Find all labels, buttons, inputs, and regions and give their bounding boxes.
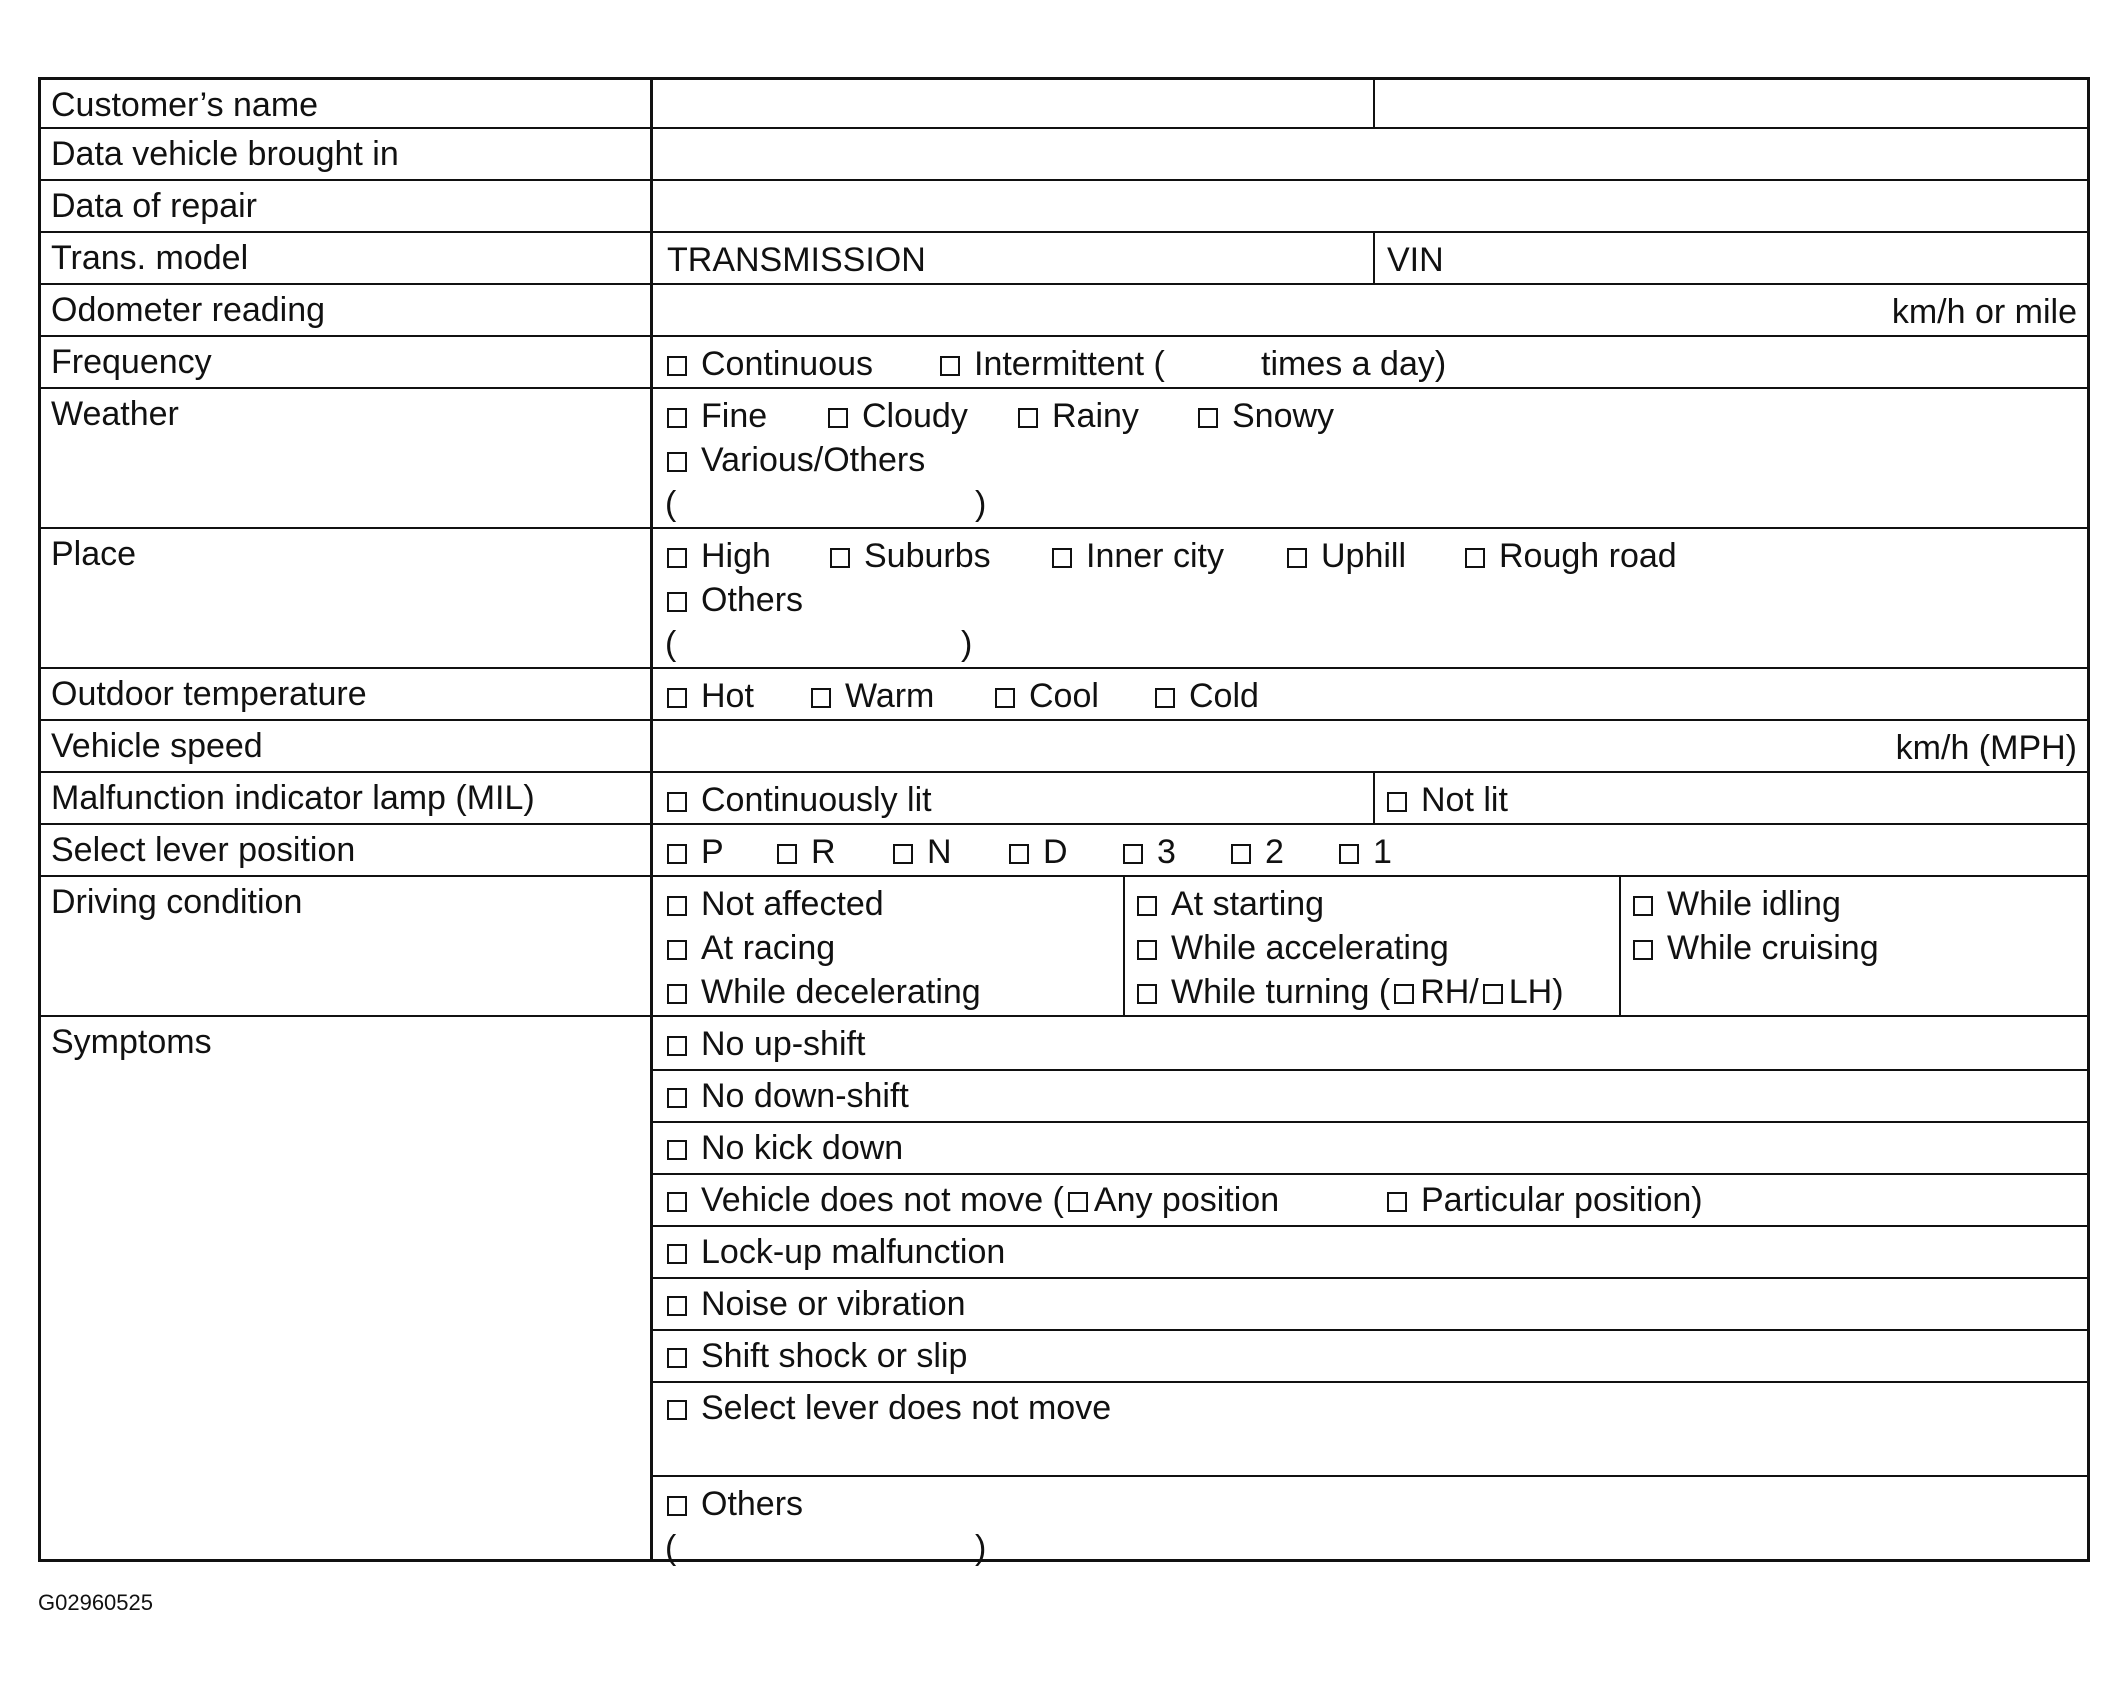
- frequency-continuous-label: Continuous: [701, 345, 874, 383]
- lever-r-option[interactable]: [777, 833, 836, 871]
- date-repair-label: Data of repair: [41, 181, 653, 231]
- lever-2-option[interactable]: [1231, 833, 1284, 871]
- option-label: While decelerating: [701, 973, 981, 1011]
- option-label: 3: [1157, 833, 1176, 871]
- option-label: Particular position): [1421, 1181, 1703, 1219]
- weather-label: Weather: [41, 389, 653, 527]
- driving-divider-2: [1619, 877, 1621, 1015]
- frequency-intermittent-label: Intermittent (: [974, 345, 1165, 383]
- odometer-label: Odometer reading: [41, 285, 653, 335]
- checkbox[interactable]: [1155, 688, 1175, 708]
- customer-name-divider: [1373, 80, 1375, 127]
- mil-label: Malfunction indicator lamp (MIL): [41, 773, 653, 823]
- symptoms-options: [653, 1017, 2087, 1567]
- symptom-paren-open: (: [665, 1529, 677, 1567]
- checkbox[interactable]: [830, 548, 850, 568]
- lever-n-option[interactable]: [893, 833, 952, 871]
- symptom-lever-not-move-option[interactable]: [667, 1389, 1111, 1427]
- checkbox[interactable]: [667, 1140, 687, 1160]
- checkbox[interactable]: [667, 1036, 687, 1056]
- checkbox[interactable]: [1339, 844, 1359, 864]
- mil-not-lit-option[interactable]: [1387, 781, 1508, 819]
- option-label: Uphill: [1321, 537, 1407, 575]
- place-rough-road-option[interactable]: [1465, 537, 1677, 575]
- driving-divider-1: [1123, 877, 1125, 1015]
- option-label: High: [701, 537, 771, 575]
- symptom-shift-shock-option[interactable]: [667, 1337, 967, 1375]
- lever-d-option[interactable]: [1009, 833, 1068, 871]
- symptom-divider: [653, 1173, 2087, 1175]
- place-others-option[interactable]: [667, 581, 803, 619]
- place-inner-city-option[interactable]: [1052, 537, 1224, 575]
- option-label: Snowy: [1232, 397, 1335, 435]
- weather-snowy-option[interactable]: [1198, 397, 1334, 435]
- weather-others-option[interactable]: [667, 441, 925, 479]
- checkbox[interactable]: [667, 792, 687, 812]
- option-label: While cruising: [1667, 929, 1879, 967]
- option-label: Inner city: [1086, 537, 1224, 575]
- checkbox[interactable]: [1633, 940, 1653, 960]
- date-repair-field[interactable]: [653, 181, 2087, 231]
- checkbox[interactable]: [1387, 1192, 1407, 1212]
- option-label: While idling: [1667, 885, 1841, 923]
- diagnostic-worksheet-table: [38, 77, 2090, 1567]
- checkbox[interactable]: [667, 844, 687, 864]
- lever-3-option[interactable]: [1123, 833, 1176, 871]
- symptom-noise-option[interactable]: [667, 1285, 966, 1323]
- symptom-paren-close: ): [975, 1529, 987, 1567]
- checkbox[interactable]: [893, 844, 913, 864]
- driving-not-affected-option[interactable]: [667, 885, 884, 923]
- option-label: Suburbs: [864, 537, 991, 575]
- times-a-day-label: times a day): [1261, 345, 1447, 383]
- option-label: 2: [1265, 833, 1284, 871]
- frequency-label: Frequency: [41, 337, 653, 387]
- row-select-lever: [41, 825, 2087, 877]
- driving-decelerating-option[interactable]: [667, 973, 981, 1011]
- row-weather: [41, 389, 2087, 529]
- option-label: Any position: [1093, 1181, 1280, 1219]
- place-paren-close: ): [961, 625, 973, 663]
- odometer-field[interactable]: [653, 285, 2087, 335]
- symptom-others-option[interactable]: [667, 1485, 803, 1523]
- option-label: Not lit: [1421, 781, 1508, 819]
- weather-rainy-option[interactable]: [1018, 397, 1139, 435]
- vehicle-speed-label: Vehicle speed: [41, 721, 653, 771]
- symptom-not-move-option[interactable]: [667, 1181, 1279, 1219]
- frequency-options: [653, 337, 2087, 387]
- checkbox-any-position[interactable]: [1068, 1192, 1088, 1212]
- checkbox[interactable]: [667, 688, 687, 708]
- driving-accelerating-option[interactable]: [1137, 929, 1449, 967]
- option-label: Others: [701, 581, 804, 619]
- checkbox[interactable]: [1052, 548, 1072, 568]
- place-uphill-option[interactable]: [1287, 537, 1406, 575]
- row-frequency: [41, 337, 2087, 389]
- option-label: Cool: [1029, 677, 1099, 715]
- trans-model-field[interactable]: [653, 233, 2087, 283]
- checkbox[interactable]: [828, 408, 848, 428]
- option-label: While turning (: [1171, 973, 1391, 1011]
- checkbox[interactable]: [1287, 548, 1307, 568]
- row-symptoms: [41, 1017, 2087, 1567]
- driving-turning-option[interactable]: [1137, 973, 1564, 1011]
- place-label: Place: [41, 529, 653, 667]
- checkbox[interactable]: [667, 1296, 687, 1316]
- symptom-no-kickdown-option[interactable]: [667, 1129, 903, 1167]
- lever-p-option[interactable]: [667, 833, 724, 871]
- symptoms-label: Symptoms: [41, 1017, 653, 1559]
- symptom-divider: [653, 1069, 2087, 1071]
- mil-lit-option[interactable]: [667, 781, 932, 819]
- checkbox-lh[interactable]: [1483, 984, 1503, 1004]
- checkbox[interactable]: [667, 592, 687, 612]
- option-label: N: [927, 833, 952, 871]
- mil-divider: [1373, 773, 1375, 823]
- checkbox[interactable]: [667, 1192, 687, 1212]
- option-label: Continuously lit: [701, 781, 932, 819]
- weather-fine-option[interactable]: [667, 397, 767, 435]
- checkbox[interactable]: [1465, 548, 1485, 568]
- option-label: RH/: [1420, 973, 1479, 1011]
- place-paren-open: (: [665, 625, 677, 663]
- temp-cool-option[interactable]: [995, 677, 1099, 715]
- symptom-no-downshift-option[interactable]: [667, 1077, 909, 1115]
- lever-1-option[interactable]: [1339, 833, 1392, 871]
- checkbox[interactable]: [1633, 896, 1653, 916]
- checkbox[interactable]: [811, 688, 831, 708]
- frequency-intermittent-option[interactable]: [940, 345, 1165, 383]
- row-mil: [41, 773, 2087, 825]
- row-place: [41, 529, 2087, 669]
- checkbox[interactable]: [667, 548, 687, 568]
- temp-cold-option[interactable]: [1155, 677, 1259, 715]
- row-date-in: [41, 129, 2087, 181]
- checkbox[interactable]: [667, 356, 687, 376]
- customer-name-label: Customer’s name: [41, 80, 653, 127]
- option-label: D: [1043, 833, 1068, 871]
- checkbox[interactable]: [1123, 844, 1143, 864]
- option-label: Noise or vibration: [701, 1285, 966, 1323]
- figure-code: G02960525: [38, 1590, 153, 1615]
- checkbox[interactable]: [667, 1348, 687, 1368]
- customer-name-field[interactable]: [653, 80, 2087, 127]
- weather-options: [653, 389, 2087, 527]
- checkbox-rh[interactable]: [1394, 984, 1414, 1004]
- checkbox[interactable]: [667, 1088, 687, 1108]
- driving-at-racing-option[interactable]: [667, 929, 835, 967]
- option-label: Lock-up malfunction: [701, 1233, 1006, 1271]
- select-lever-label: Select lever position: [41, 825, 653, 875]
- symptom-divider: [653, 1225, 2087, 1227]
- row-vehicle-speed: [41, 721, 2087, 773]
- option-label: R: [811, 833, 836, 871]
- option-label: Various/Others: [701, 441, 926, 479]
- checkbox[interactable]: [1018, 408, 1038, 428]
- symptom-lockup-option[interactable]: [667, 1233, 1005, 1271]
- weather-paren-close: ): [975, 485, 987, 523]
- driving-at-starting-option[interactable]: [1137, 885, 1324, 923]
- mil-options: [653, 773, 2087, 823]
- outdoor-temperature-options: [653, 669, 2087, 719]
- checkbox[interactable]: [777, 844, 797, 864]
- driving-idling-option[interactable]: [1633, 885, 1841, 923]
- odometer-unit: km/h or mile: [1891, 293, 2077, 331]
- select-lever-options: [653, 825, 2087, 875]
- option-label: Cloudy: [862, 397, 968, 435]
- option-label: Cold: [1189, 677, 1259, 715]
- checkbox[interactable]: [1231, 844, 1251, 864]
- option-label: At starting: [1171, 885, 1325, 923]
- option-label: Rough road: [1499, 537, 1677, 575]
- checkbox[interactable]: [1137, 940, 1157, 960]
- checkbox[interactable]: [1137, 984, 1157, 1004]
- vehicle-speed-unit: km/h (MPH): [1895, 729, 2077, 767]
- place-high-option[interactable]: [667, 537, 771, 575]
- outdoor-temperature-label: Outdoor temperature: [41, 669, 653, 719]
- transmission-label: TRANSMISSION: [667, 241, 926, 279]
- trans-model-divider: [1373, 233, 1375, 283]
- driving-condition-label: Driving condition: [41, 877, 653, 1015]
- option-label: Not affected: [701, 885, 884, 923]
- checkbox[interactable]: [667, 1244, 687, 1264]
- option-label: Select lever does not move: [701, 1389, 1112, 1427]
- checkbox[interactable]: [667, 896, 687, 916]
- option-label: Hot: [701, 677, 754, 715]
- option-label: No down-shift: [701, 1077, 909, 1115]
- checkbox[interactable]: [1009, 844, 1029, 864]
- symptom-divider: [653, 1277, 2087, 1279]
- driving-cruising-option[interactable]: [1633, 929, 1879, 967]
- frequency-continuous-option[interactable]: [667, 345, 873, 383]
- date-in-field[interactable]: [653, 129, 2087, 179]
- checkbox[interactable]: [667, 940, 687, 960]
- checkbox[interactable]: [940, 356, 960, 376]
- option-label: No up-shift: [701, 1025, 866, 1063]
- driving-condition-options: [653, 877, 2087, 1015]
- checkbox[interactable]: [667, 408, 687, 428]
- row-customer-name: [41, 80, 2087, 129]
- checkbox[interactable]: [667, 452, 687, 472]
- checkbox[interactable]: [1198, 408, 1218, 428]
- row-odometer: [41, 285, 2087, 337]
- temp-warm-option[interactable]: [811, 677, 934, 715]
- place-suburbs-option[interactable]: [830, 537, 991, 575]
- checkbox[interactable]: [667, 984, 687, 1004]
- option-label: At racing: [701, 929, 836, 967]
- vin-label: VIN: [1387, 241, 1444, 279]
- vehicle-speed-field[interactable]: [653, 721, 2087, 771]
- symptom-divider: [653, 1329, 2087, 1331]
- row-date-repair: [41, 181, 2087, 233]
- option-label: LH): [1508, 973, 1564, 1011]
- checkbox[interactable]: [1387, 792, 1407, 812]
- weather-paren-open: (: [665, 485, 677, 523]
- symptom-divider: [653, 1475, 2087, 1477]
- temp-hot-option[interactable]: [667, 677, 754, 715]
- row-outdoor-temperature: [41, 669, 2087, 721]
- place-options: [653, 529, 2087, 667]
- weather-cloudy-option[interactable]: [828, 397, 968, 435]
- checkbox[interactable]: [995, 688, 1015, 708]
- option-label: Vehicle does not move (: [701, 1181, 1064, 1219]
- row-driving-condition: [41, 877, 2087, 1017]
- option-label: Shift shock or slip: [701, 1337, 968, 1375]
- checkbox[interactable]: [667, 1400, 687, 1420]
- option-label: While accelerating: [1171, 929, 1449, 967]
- option-label: Fine: [701, 397, 768, 435]
- checkbox[interactable]: [667, 1496, 687, 1516]
- date-in-label: Data vehicle brought in: [41, 129, 653, 179]
- symptom-divider: [653, 1121, 2087, 1123]
- symptom-divider: [653, 1381, 2087, 1383]
- row-trans-model: [41, 233, 2087, 285]
- symptom-no-upshift-option[interactable]: [667, 1025, 865, 1063]
- symptom-particular-position-option[interactable]: [1387, 1181, 1703, 1219]
- option-label: Others: [701, 1485, 804, 1523]
- option-label: Warm: [845, 677, 935, 715]
- trans-model-label: Trans. model: [41, 233, 653, 283]
- option-label: No kick down: [701, 1129, 904, 1167]
- checkbox[interactable]: [1137, 896, 1157, 916]
- option-label: Rainy: [1052, 397, 1139, 435]
- option-label: P: [701, 833, 724, 871]
- option-label: 1: [1373, 833, 1392, 871]
